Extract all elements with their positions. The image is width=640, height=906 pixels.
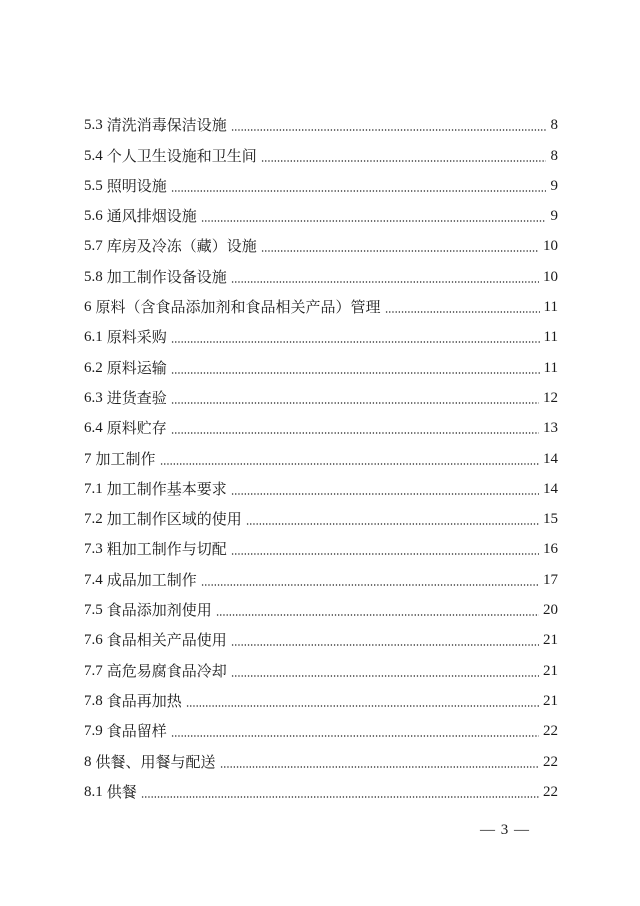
toc-entry-number: 6.3 — [84, 389, 103, 406]
toc-entry-page: 10 — [543, 268, 558, 285]
toc-entry-title: 原料（含食品添加剂和食品相关产品）管理 — [95, 298, 381, 317]
toc-entry-number: 5.6 — [84, 208, 103, 225]
page-number: — 3 — — [480, 822, 530, 838]
toc-entry-page: 13 — [543, 420, 558, 437]
toc-entry[interactable] — [84, 532, 558, 562]
toc-entry[interactable] — [84, 623, 558, 653]
toc-entry-page: 22 — [543, 753, 558, 770]
toc-entry-page: 21 — [543, 662, 558, 679]
toc-entry-title: 原料运输 — [106, 358, 167, 377]
toc-entry[interactable] — [84, 108, 558, 138]
toc-entry-number: 7 — [84, 450, 92, 467]
toc-entry-page: 11 — [543, 329, 558, 346]
toc-entry-title: 食品添加剂使用 — [106, 601, 212, 620]
toc-entry-page: 22 — [543, 723, 558, 740]
toc-entry[interactable] — [84, 169, 558, 199]
toc-leader-dots — [171, 372, 540, 374]
toc-entry[interactable] — [84, 562, 558, 592]
toc-leader-dots — [201, 220, 546, 222]
toc-leader-dots — [231, 281, 539, 283]
toc-entry-number: 7.8 — [84, 692, 103, 709]
toc-leader-dots — [220, 766, 539, 768]
toc-entry[interactable] — [84, 653, 558, 683]
toc-entry-page: 21 — [543, 632, 558, 649]
toc-entry[interactable] — [84, 593, 558, 623]
toc-entry-number: 7.1 — [84, 480, 103, 497]
toc-entry-number: 7.7 — [84, 662, 103, 679]
toc-leader-dots — [231, 129, 546, 131]
toc-entry-page: 11 — [543, 299, 558, 316]
toc-leader-dots — [186, 705, 539, 707]
toc-leader-dots — [231, 644, 539, 646]
toc-entry[interactable] — [84, 684, 558, 714]
toc-entry-title: 供餐 — [106, 782, 137, 801]
toc-entry-page: 8 — [550, 117, 558, 134]
toc-entry[interactable] — [84, 744, 558, 774]
toc-entry-number: 7.9 — [84, 723, 103, 740]
toc-entry-number: 6 — [84, 299, 92, 316]
toc-entry-title: 个人卫生设施和卫生间 — [106, 146, 257, 165]
toc-entry-title: 高危易腐食品冷却 — [106, 661, 227, 680]
toc-entry-title: 加工制作基本要求 — [106, 479, 227, 498]
toc-entry-page: 17 — [543, 571, 558, 588]
toc-entry-page: 20 — [543, 602, 558, 619]
toc-entry-page: 10 — [543, 238, 558, 255]
table-of-contents — [84, 108, 558, 805]
toc-leader-dots — [231, 493, 539, 495]
toc-entry-number: 6.4 — [84, 420, 103, 437]
toc-leader-dots — [141, 796, 539, 798]
toc-entry-number: 8.1 — [84, 783, 103, 800]
toc-leader-dots — [246, 523, 539, 525]
toc-entry-number: 7.2 — [84, 511, 103, 528]
toc-entry[interactable] — [84, 775, 558, 805]
toc-entry-title: 成品加工制作 — [106, 570, 197, 589]
toc-entry[interactable] — [84, 381, 558, 411]
toc-leader-dots — [171, 190, 546, 192]
toc-entry[interactable] — [84, 502, 558, 532]
toc-leader-dots — [201, 584, 539, 586]
toc-entry-title: 加工制作 — [95, 449, 156, 468]
toc-entry-page: 14 — [543, 480, 558, 497]
toc-entry-number: 5.5 — [84, 177, 103, 194]
toc-entry-number: 7.3 — [84, 541, 103, 558]
toc-entry-number: 5.7 — [84, 238, 103, 255]
toc-entry-title: 照明设施 — [106, 176, 167, 195]
toc-entry[interactable] — [84, 320, 558, 350]
toc-entry-title: 粗加工制作与切配 — [106, 540, 227, 559]
toc-entry[interactable] — [84, 411, 558, 441]
toc-entry[interactable] — [84, 229, 558, 259]
toc-entry[interactable] — [84, 441, 558, 471]
toc-entry-title: 库房及冷冻（藏）设施 — [106, 237, 257, 256]
toc-leader-dots — [171, 432, 539, 434]
toc-entry-page: 15 — [543, 511, 558, 528]
toc-leader-dots — [171, 402, 539, 404]
toc-entry-number: 7.5 — [84, 602, 103, 619]
toc-entry-title: 食品再加热 — [106, 691, 182, 710]
toc-entry-page: 22 — [543, 783, 558, 800]
toc-entry-number: 5.4 — [84, 147, 103, 164]
toc-entry-page: 9 — [550, 208, 558, 225]
toc-entry-number: 7.6 — [84, 632, 103, 649]
toc-entry[interactable] — [84, 290, 558, 320]
toc-entry[interactable] — [84, 199, 558, 229]
toc-entry-page: 14 — [543, 450, 558, 467]
toc-entry[interactable] — [84, 472, 558, 502]
toc-entry-page: 16 — [543, 541, 558, 558]
toc-entry-title: 供餐、用餐与配送 — [95, 752, 216, 771]
toc-entry-title: 清洗消毒保洁设施 — [106, 116, 227, 135]
toc-entry-title: 原料采购 — [106, 328, 167, 347]
toc-entry-title: 食品相关产品使用 — [106, 631, 227, 650]
toc-entry-number: 5.8 — [84, 268, 103, 285]
toc-leader-dots — [261, 160, 546, 162]
toc-entry-number: 8 — [84, 753, 92, 770]
toc-entry-title: 加工制作设备设施 — [106, 267, 227, 286]
toc-entry[interactable] — [84, 259, 558, 289]
toc-leader-dots — [171, 341, 540, 343]
toc-entry[interactable] — [84, 350, 558, 380]
toc-leader-dots — [171, 735, 539, 737]
toc-entry-title: 加工制作区域的使用 — [106, 510, 242, 529]
toc-entry-title: 进货查验 — [106, 388, 167, 407]
toc-entry-page: 8 — [550, 147, 558, 164]
toc-entry-page: 21 — [543, 692, 558, 709]
toc-entry[interactable] — [84, 138, 558, 168]
toc-leader-dots — [216, 614, 539, 616]
toc-leader-dots — [231, 675, 539, 677]
toc-entry-number: 6.2 — [84, 359, 103, 376]
toc-entry-number: 7.4 — [84, 571, 103, 588]
toc-leader-dots — [160, 463, 539, 465]
toc-leader-dots — [231, 553, 539, 555]
toc-entry-title: 食品留样 — [106, 722, 167, 741]
toc-entry-title: 原料贮存 — [106, 419, 167, 438]
toc-leader-dots — [261, 250, 539, 252]
toc-entry-number: 6.1 — [84, 329, 103, 346]
toc-entry-page: 9 — [550, 177, 558, 194]
toc-entry-page: 12 — [543, 389, 558, 406]
toc-entry-number: 5.3 — [84, 117, 103, 134]
toc-entry-page: 11 — [543, 359, 558, 376]
toc-entry-title: 通风排烟设施 — [106, 207, 197, 226]
toc-entry[interactable] — [84, 714, 558, 744]
toc-leader-dots — [385, 311, 540, 313]
